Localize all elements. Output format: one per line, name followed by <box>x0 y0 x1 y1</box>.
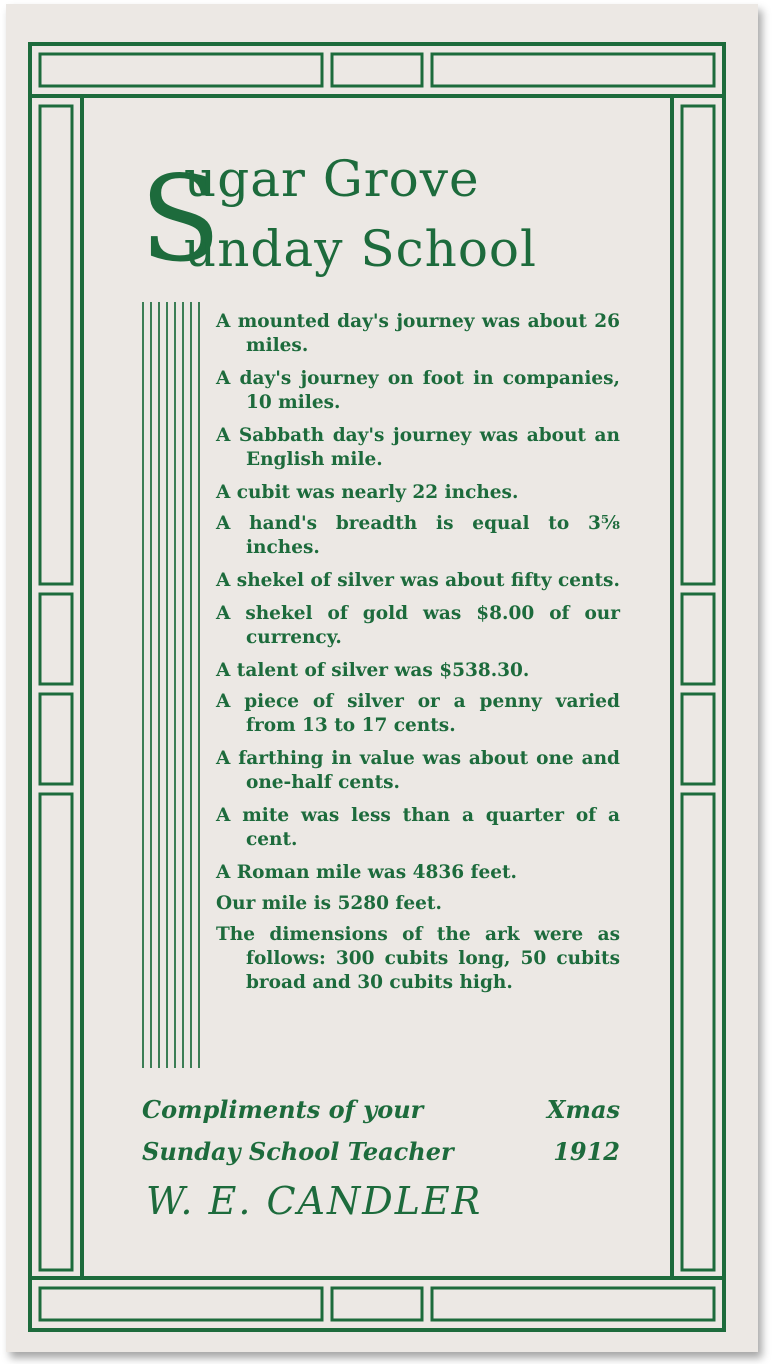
list-item: A hand's breadth is equal to 3⅝ inches. <box>216 513 620 558</box>
footer-row-compliments <box>142 1095 620 1124</box>
teacher-text: Sunday School Teacher <box>142 1137 454 1166</box>
list-item: A cubit was nearly 22 inches. <box>216 482 519 503</box>
occasion-text: Xmas <box>546 1095 620 1124</box>
title-line-1: ugar Grove <box>184 150 480 208</box>
facts-list <box>216 310 620 1004</box>
list-item: A piece of silver or a penny varied from 13 to 17 cents. <box>216 691 620 736</box>
list-item: The dimensions of the ark were as follows: 300 cubits long, 50 cubits broad and 30 cubits high. <box>216 924 620 993</box>
list-item: A farthing in value was about one and one-half cents. <box>216 748 620 793</box>
list-item: A Roman mile was 4836 feet. <box>216 862 517 883</box>
compliments-text: Compliments of your <box>142 1095 424 1124</box>
signature: W. E. CANDLER <box>146 1179 483 1223</box>
title-initial: S <box>140 150 221 288</box>
list-item: A day's journey on foot in companies, 10 miles. <box>216 368 620 413</box>
list-item: A Sabbath day's journey was about an English mile. <box>216 425 620 470</box>
list-item: A mounted day's journey was about 26 miles. <box>216 311 620 356</box>
list-item: A shekel of gold was $8.00 of our currency. <box>216 603 620 648</box>
footer-row-teacher <box>142 1137 620 1166</box>
list-item: A shekel of silver was about fifty cents. <box>216 570 620 591</box>
list-item: A mite was less than a quarter of a cent. <box>216 805 620 850</box>
title-line-2: unday School <box>184 220 538 278</box>
list-item: A talent of silver was $538.30. <box>216 660 530 681</box>
decorative-vertical-rules <box>142 302 200 1068</box>
year-text: 1912 <box>553 1137 620 1166</box>
list-item: Our mile is 5280 feet. <box>216 893 442 914</box>
